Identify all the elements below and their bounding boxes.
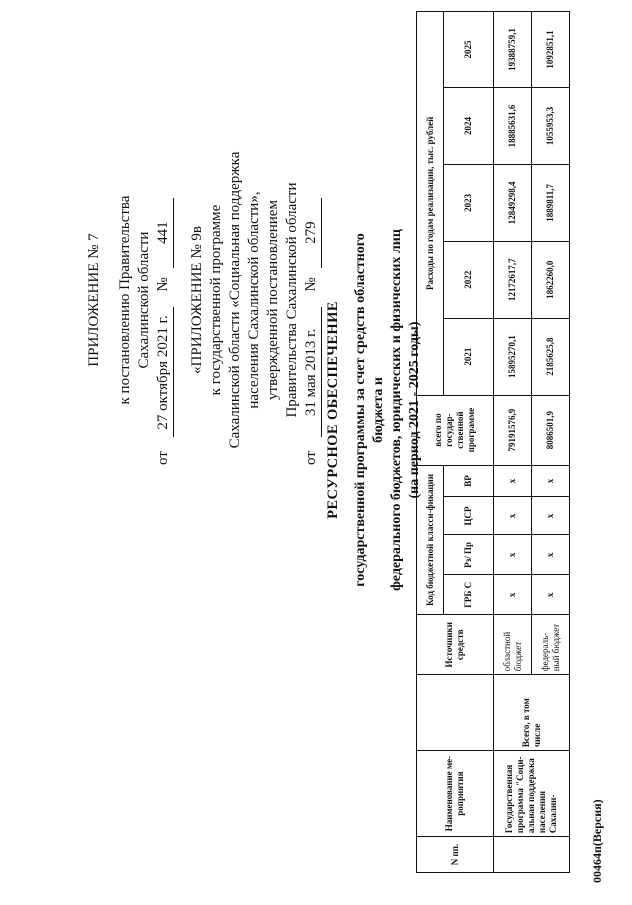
row-value-2023: 12849298,4 xyxy=(494,164,532,241)
row-rzpr: х xyxy=(532,535,570,575)
appendix-from: от xyxy=(155,451,171,465)
row-value-2024: 1055953,3 xyxy=(532,87,570,164)
header-rzpr: Рз/ Пр xyxy=(444,535,494,575)
row-rzpr: х xyxy=(494,535,532,575)
program-appendix-number: 279 xyxy=(302,198,322,268)
row-total-label: Всего, в том числе xyxy=(494,675,570,751)
row-grbs: х xyxy=(494,575,532,615)
program-appendix-from: от xyxy=(303,451,319,465)
row-value-2025: 1092851,1 xyxy=(532,12,570,88)
appendix-number: 441 xyxy=(154,198,174,268)
row-csr: х xyxy=(494,497,532,535)
resource-table xyxy=(416,11,570,873)
appendix-line-1: к постановлению Правительства xyxy=(117,195,133,405)
header-year-2021: 2021 xyxy=(444,318,494,395)
row-total: 8086501,9 xyxy=(532,395,570,465)
document-title-block xyxy=(325,205,424,615)
appendix-date-line xyxy=(154,135,174,465)
header-total: всего по государ-ственной программе xyxy=(417,395,494,465)
row-total: 79191576,9 xyxy=(494,395,532,465)
header-year-2025: 2025 xyxy=(444,12,494,88)
header-year-2024: 2024 xyxy=(444,87,494,164)
row-vr: х xyxy=(532,465,570,497)
row-grbs: х xyxy=(532,575,570,615)
header-budget-code: Код бюджетной класси-фикации xyxy=(417,465,444,615)
appendix-block xyxy=(85,135,174,465)
row-value-2022: 1862260,0 xyxy=(532,241,570,318)
header-vr: ВР xyxy=(444,465,494,497)
program-appendix-date-line xyxy=(302,135,322,465)
appendix-date: 27 октября 2021 г. xyxy=(154,307,174,437)
row-value-2021: 15895270,1 xyxy=(494,318,532,395)
program-appendix-title: «ПРИЛОЖЕНИЕ № 9в xyxy=(189,226,205,374)
header-year-2022: 2022 xyxy=(444,241,494,318)
program-appendix-line-2: Сахалинской области «Социальная поддержка xyxy=(227,151,243,449)
row-csr: х xyxy=(532,497,570,535)
program-appendix-line-3: населения Сахалинской области», xyxy=(246,191,262,409)
program-appendix-no: № xyxy=(303,277,319,292)
row-value-2021: 2185625,8 xyxy=(532,318,570,395)
program-appendix-line-1: к государственной программе xyxy=(208,204,224,396)
table-row xyxy=(494,12,532,873)
document-footer-code: 00464п(Версия) xyxy=(590,799,604,883)
row-program-name: Государственная программа "Соци-альная поддержка населения Сахалин- xyxy=(494,751,570,837)
header-empty xyxy=(417,675,494,751)
document-subtitle-1: государственной программы за счет средств областного бюджета и xyxy=(353,233,386,587)
header-source: Источники средств xyxy=(417,615,494,675)
program-appendix-date: 31 мая 2013 г. xyxy=(302,307,322,437)
row-value-2023: 1889811,7 xyxy=(532,164,570,241)
header-csr: ЦСР xyxy=(444,497,494,535)
program-appendix-block xyxy=(188,135,322,465)
document-title: РЕСУРСНОЕ ОБЕСПЕЧЕНИЕ xyxy=(325,301,341,519)
header-name: Наименование ме-роприятия xyxy=(417,751,494,837)
table-header-row xyxy=(417,12,444,873)
row-value-2024: 18885631,6 xyxy=(494,87,532,164)
program-appendix-line-5: Правительства Сахалинской области xyxy=(284,182,300,418)
row-vr: х xyxy=(494,465,532,497)
appendix-title: ПРИЛОЖЕНИЕ № 7 xyxy=(86,233,102,367)
document-subtitle-2: федерального бюджетов, юридических и физических лиц xyxy=(389,229,404,591)
header-num: N пп. xyxy=(417,837,494,873)
header-years-group: Расходы по годам реализации, тыс. рублей xyxy=(417,12,444,396)
row-value-2022: 12172617,7 xyxy=(494,241,532,318)
header-grbs: ГРБ С xyxy=(444,575,494,615)
row-source-regional: областной бюджет xyxy=(494,615,532,675)
header-year-2023: 2023 xyxy=(444,164,494,241)
document-subtitle-3: (на период 2021 - 2025 годы) xyxy=(407,321,422,499)
row-value-2025: 19388759,1 xyxy=(494,12,532,88)
appendix-no: № xyxy=(155,277,171,292)
appendix-line-2: Сахалинской области xyxy=(136,231,152,369)
program-appendix-line-4: утвержденной постановлением xyxy=(265,200,281,400)
row-source-federal: федераль-ный бюджет xyxy=(532,615,570,675)
row-num xyxy=(494,837,570,873)
